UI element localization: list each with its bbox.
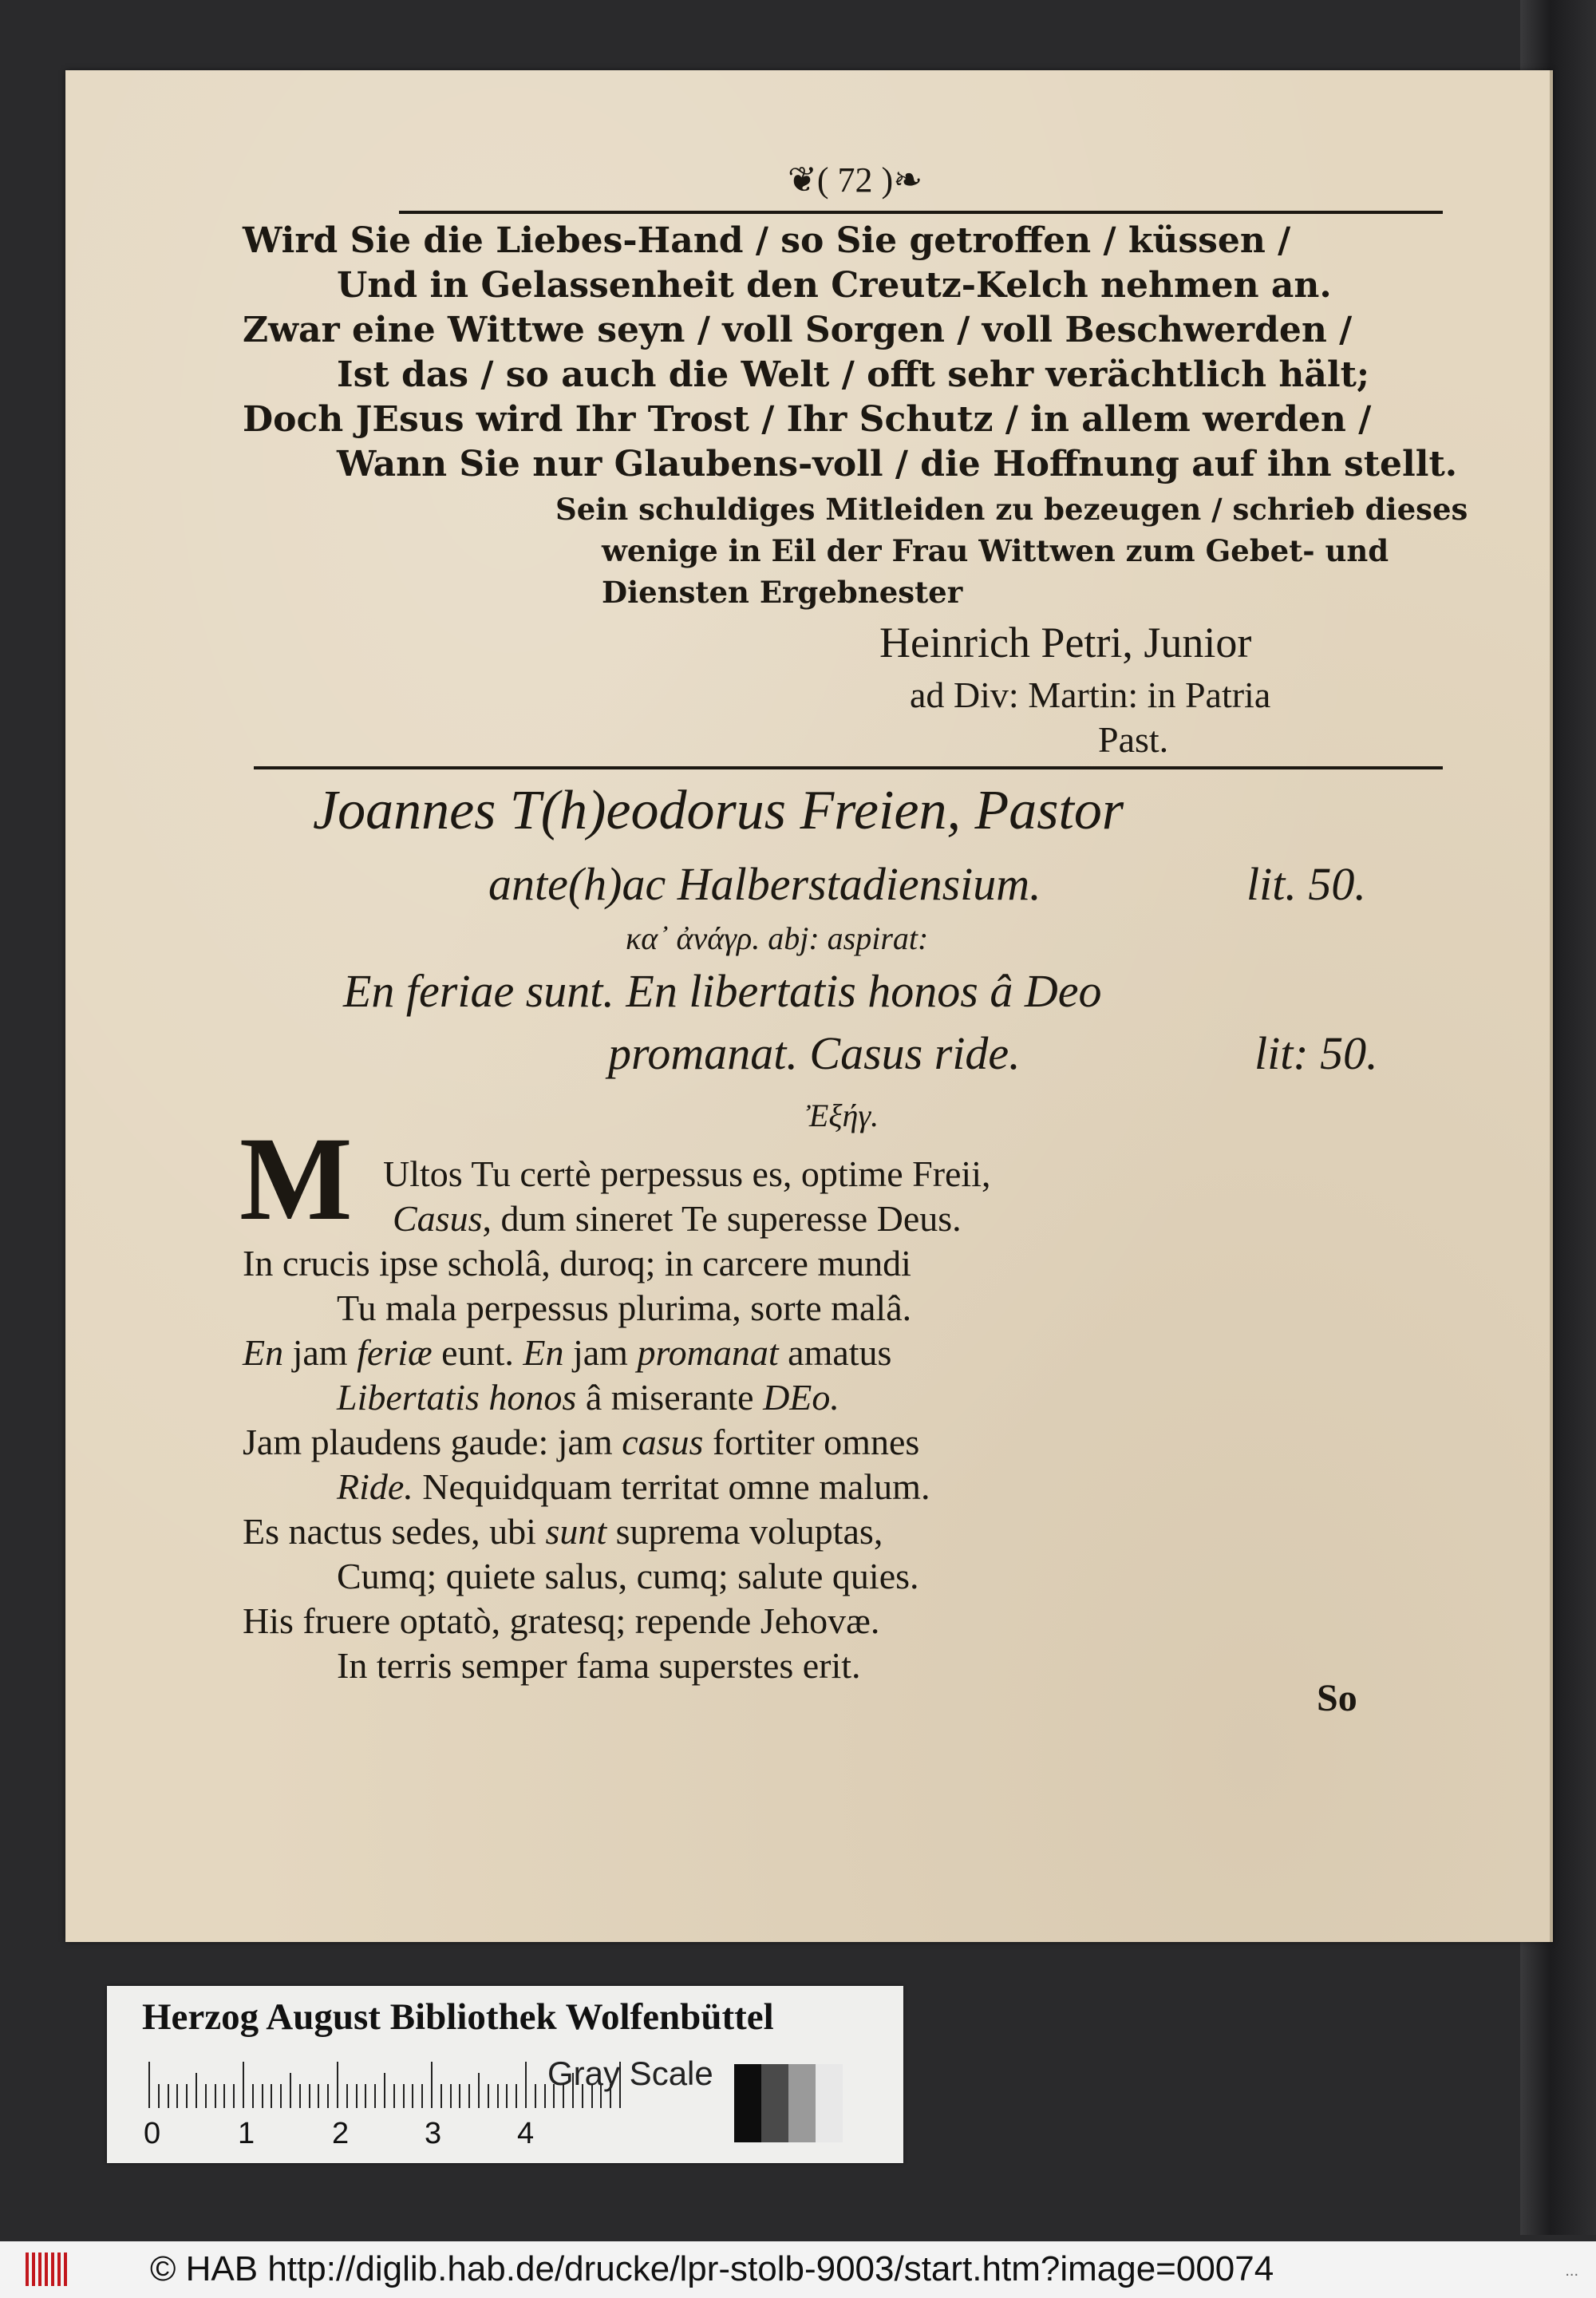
ruler-tick bbox=[440, 2084, 442, 2108]
anagram-subtitle: ante(h)ac Halberstadiensium. bbox=[488, 858, 1041, 910]
poem-line bbox=[243, 1242, 911, 1284]
poem-line bbox=[337, 1376, 839, 1418]
dedication-note-line: Sein schuldiges Mitleiden zu bezeugen / schrieb dieses bbox=[555, 492, 1468, 527]
hab-logo-icon bbox=[26, 2253, 69, 2286]
ruler-tick bbox=[158, 2084, 160, 2108]
signature-name: Heinrich Petri, Junior bbox=[879, 619, 1252, 666]
poem-fragment: Deus. bbox=[876, 1198, 962, 1239]
signature-line: Past. bbox=[1098, 719, 1169, 760]
ruler-tick bbox=[431, 2062, 433, 2108]
ruler-tick bbox=[271, 2084, 272, 2108]
poem-fragment: jam bbox=[283, 1332, 358, 1373]
dedication-note-line: wenige in Eil der Frau Wittwen zum Gebet- und bbox=[602, 533, 1389, 568]
poem-line bbox=[337, 1287, 911, 1329]
poem-fragment: Libertatis honos bbox=[337, 1377, 577, 1418]
ruler-tick bbox=[148, 2062, 150, 2108]
poem-line bbox=[243, 1510, 883, 1552]
poem-fragment: Nequidquam territat omne malum. bbox=[413, 1466, 930, 1507]
footer-mark: ... bbox=[1565, 2262, 1578, 2280]
ruler-tick bbox=[290, 2073, 291, 2108]
poem-fragment: jam bbox=[563, 1332, 638, 1373]
greek-note: κα᾽ ἀνάγρ. abj: aspirat: bbox=[626, 920, 929, 956]
footer-bar bbox=[0, 2241, 1596, 2298]
scanned-page bbox=[65, 70, 1553, 1942]
ruler-tick bbox=[421, 2084, 423, 2108]
ruler-tick bbox=[309, 2084, 310, 2108]
poem-line bbox=[337, 1644, 861, 1687]
ruler-tick bbox=[459, 2084, 460, 2108]
poem-fragment: promanat bbox=[637, 1332, 779, 1373]
ruler-tick bbox=[506, 2084, 508, 2108]
poem-fragment: His fruere optatò, gratesq; repende Jehovæ. bbox=[243, 1600, 880, 1641]
poem-fragment: Tu mala perpessus plurima, sorte malâ. bbox=[337, 1287, 912, 1328]
signature-line: ad Div: Martin: in Patria bbox=[910, 674, 1271, 715]
poem-fragment: amatus bbox=[778, 1332, 892, 1373]
ruler-tick bbox=[196, 2073, 197, 2108]
poem-line bbox=[337, 1555, 919, 1597]
poem-fragment: â miserante bbox=[576, 1377, 764, 1418]
scale-number: 3 bbox=[425, 2117, 442, 2150]
scale-number: 4 bbox=[517, 2117, 535, 2150]
ruler-tick bbox=[450, 2084, 452, 2108]
ruler-tick bbox=[525, 2062, 527, 2108]
ruler-tick bbox=[346, 2084, 348, 2108]
ruler-tick bbox=[176, 2084, 178, 2108]
library-name: Herzog August Bibliothek Wolfenbüttel bbox=[142, 1996, 774, 2038]
poem-line bbox=[243, 1421, 919, 1463]
ruler-tick bbox=[299, 2084, 301, 2108]
poem-fragment: Casus bbox=[393, 1198, 483, 1239]
scale-number: 2 bbox=[332, 2117, 350, 2150]
ruler-tick bbox=[280, 2084, 282, 2108]
ruler-tick bbox=[252, 2084, 254, 2108]
ruler-tick bbox=[186, 2084, 188, 2108]
section-rule bbox=[254, 766, 1443, 769]
poem-line bbox=[337, 1465, 930, 1508]
ruler-tick bbox=[478, 2073, 480, 2108]
ruler-tick bbox=[205, 2084, 207, 2108]
header-ornament-left: ❦ bbox=[788, 160, 817, 200]
header-ornament-right: ❧ bbox=[893, 160, 923, 200]
poem-line bbox=[243, 1600, 879, 1642]
page-number: ( 72 ) bbox=[816, 160, 894, 200]
ruler-tick bbox=[318, 2084, 319, 2108]
ruler-tick bbox=[365, 2084, 366, 2108]
gray-chip bbox=[734, 2064, 761, 2142]
poem-fragment: feriæ bbox=[357, 1332, 433, 1373]
letter-count: lit: 50. bbox=[1254, 1027, 1378, 1079]
header-rule bbox=[399, 211, 1443, 214]
poem-fragment: In terris semper fama superstes erit. bbox=[337, 1645, 861, 1686]
ruler-tick bbox=[384, 2073, 385, 2108]
gray-chip bbox=[788, 2064, 816, 2142]
ruler-tick bbox=[544, 2084, 546, 2108]
german-line: Und in Gelassenheit den Creutz-Kelch nehmen an. bbox=[337, 265, 1332, 306]
german-line: Zwar eine Wittwe seyn / voll Sorgen / voll Beschwerden / bbox=[243, 310, 1353, 350]
poem-line bbox=[383, 1153, 991, 1195]
poem-fragment: eunt. bbox=[432, 1332, 523, 1373]
poem-fragment: En bbox=[523, 1332, 564, 1373]
german-line: Wird Sie die Liebes-Hand / so Sie getroffen / küssen / bbox=[243, 220, 1291, 261]
drop-cap: M bbox=[239, 1113, 353, 1245]
page-header bbox=[788, 160, 922, 200]
ruler-tick bbox=[497, 2084, 499, 2108]
poem-fragment: casus bbox=[622, 1422, 704, 1462]
german-line: Doch JEsus wird Ihr Trost / Ihr Schutz / in allem werden / bbox=[243, 399, 1372, 440]
color-target-card bbox=[107, 1986, 903, 2163]
dedication-note-line: Diensten Ergebnester bbox=[602, 575, 963, 610]
anagram-title: Joannes T(h)eodorus Freien, Pastor bbox=[313, 780, 1124, 841]
poem-fragment: In crucis ipse scholâ, duroq; in carcere mundi bbox=[243, 1243, 911, 1283]
poem-fragment: fortiter omnes bbox=[703, 1422, 920, 1462]
ruler-tick bbox=[223, 2084, 225, 2108]
ruler-tick bbox=[356, 2084, 358, 2108]
poem-fragment: Cumq; quiete salus, cumq; salute quies. bbox=[337, 1556, 919, 1596]
german-line: Wann Sie nur Glaubens-voll / die Hoffnung auf ihn stellt. bbox=[337, 444, 1458, 485]
poem-line bbox=[243, 1331, 891, 1374]
greek-word: Ἐξήγ. bbox=[806, 1098, 879, 1133]
poem-fragment: Ride. bbox=[337, 1466, 413, 1507]
ruler-tick bbox=[168, 2084, 169, 2108]
ruler-tick bbox=[243, 2062, 244, 2108]
gray-chip bbox=[761, 2064, 788, 2142]
gray-chip bbox=[816, 2064, 843, 2142]
catchword: So bbox=[1317, 1677, 1357, 1719]
poem-line bbox=[393, 1197, 962, 1240]
letter-count: lit. 50. bbox=[1246, 858, 1366, 910]
anagram-line: promanat. Casus ride. bbox=[608, 1027, 1021, 1079]
german-line: Ist das / so auch die Welt / offt sehr verächtlich hält; bbox=[337, 354, 1370, 395]
scale-number: 1 bbox=[238, 2117, 255, 2150]
anagram-line: En feriae sunt. En libertatis honos â Deo bbox=[343, 965, 1102, 1017]
ruler-tick bbox=[262, 2084, 263, 2108]
ruler-tick bbox=[516, 2084, 517, 2108]
ruler-tick bbox=[337, 2062, 338, 2108]
poem-fragment: , dum sineret Te superesse bbox=[482, 1198, 877, 1239]
copyright-url[interactable]: © HAB http://diglib.hab.de/drucke/lpr-stolb-9003/start.htm?image=00074 bbox=[150, 2249, 1274, 2288]
ruler-tick bbox=[215, 2084, 216, 2108]
poem-fragment: Jam plaudens gaude: jam bbox=[243, 1422, 622, 1462]
ruler-tick bbox=[403, 2084, 405, 2108]
gray-scale-label: Gray Scale bbox=[547, 2055, 713, 2092]
poem-fragment: suprema voluptas, bbox=[606, 1511, 883, 1552]
ruler-tick bbox=[412, 2084, 413, 2108]
ruler-tick bbox=[327, 2084, 329, 2108]
poem-fragment: sunt bbox=[545, 1511, 607, 1552]
ruler-tick bbox=[393, 2084, 395, 2108]
poem-fragment: DEo. bbox=[763, 1377, 839, 1418]
scale-number: 0 bbox=[144, 2117, 161, 2150]
poem-fragment: En bbox=[243, 1332, 284, 1373]
poem-fragment: Es nactus sedes, ubi bbox=[243, 1511, 546, 1552]
ruler-tick bbox=[374, 2084, 376, 2108]
ruler-tick bbox=[233, 2084, 235, 2108]
poem-fragment: Ultos Tu certè perpessus es, optime Freii, bbox=[383, 1153, 991, 1194]
ruler-tick bbox=[488, 2084, 489, 2108]
ruler-tick bbox=[468, 2084, 470, 2108]
ruler-tick bbox=[535, 2084, 536, 2108]
